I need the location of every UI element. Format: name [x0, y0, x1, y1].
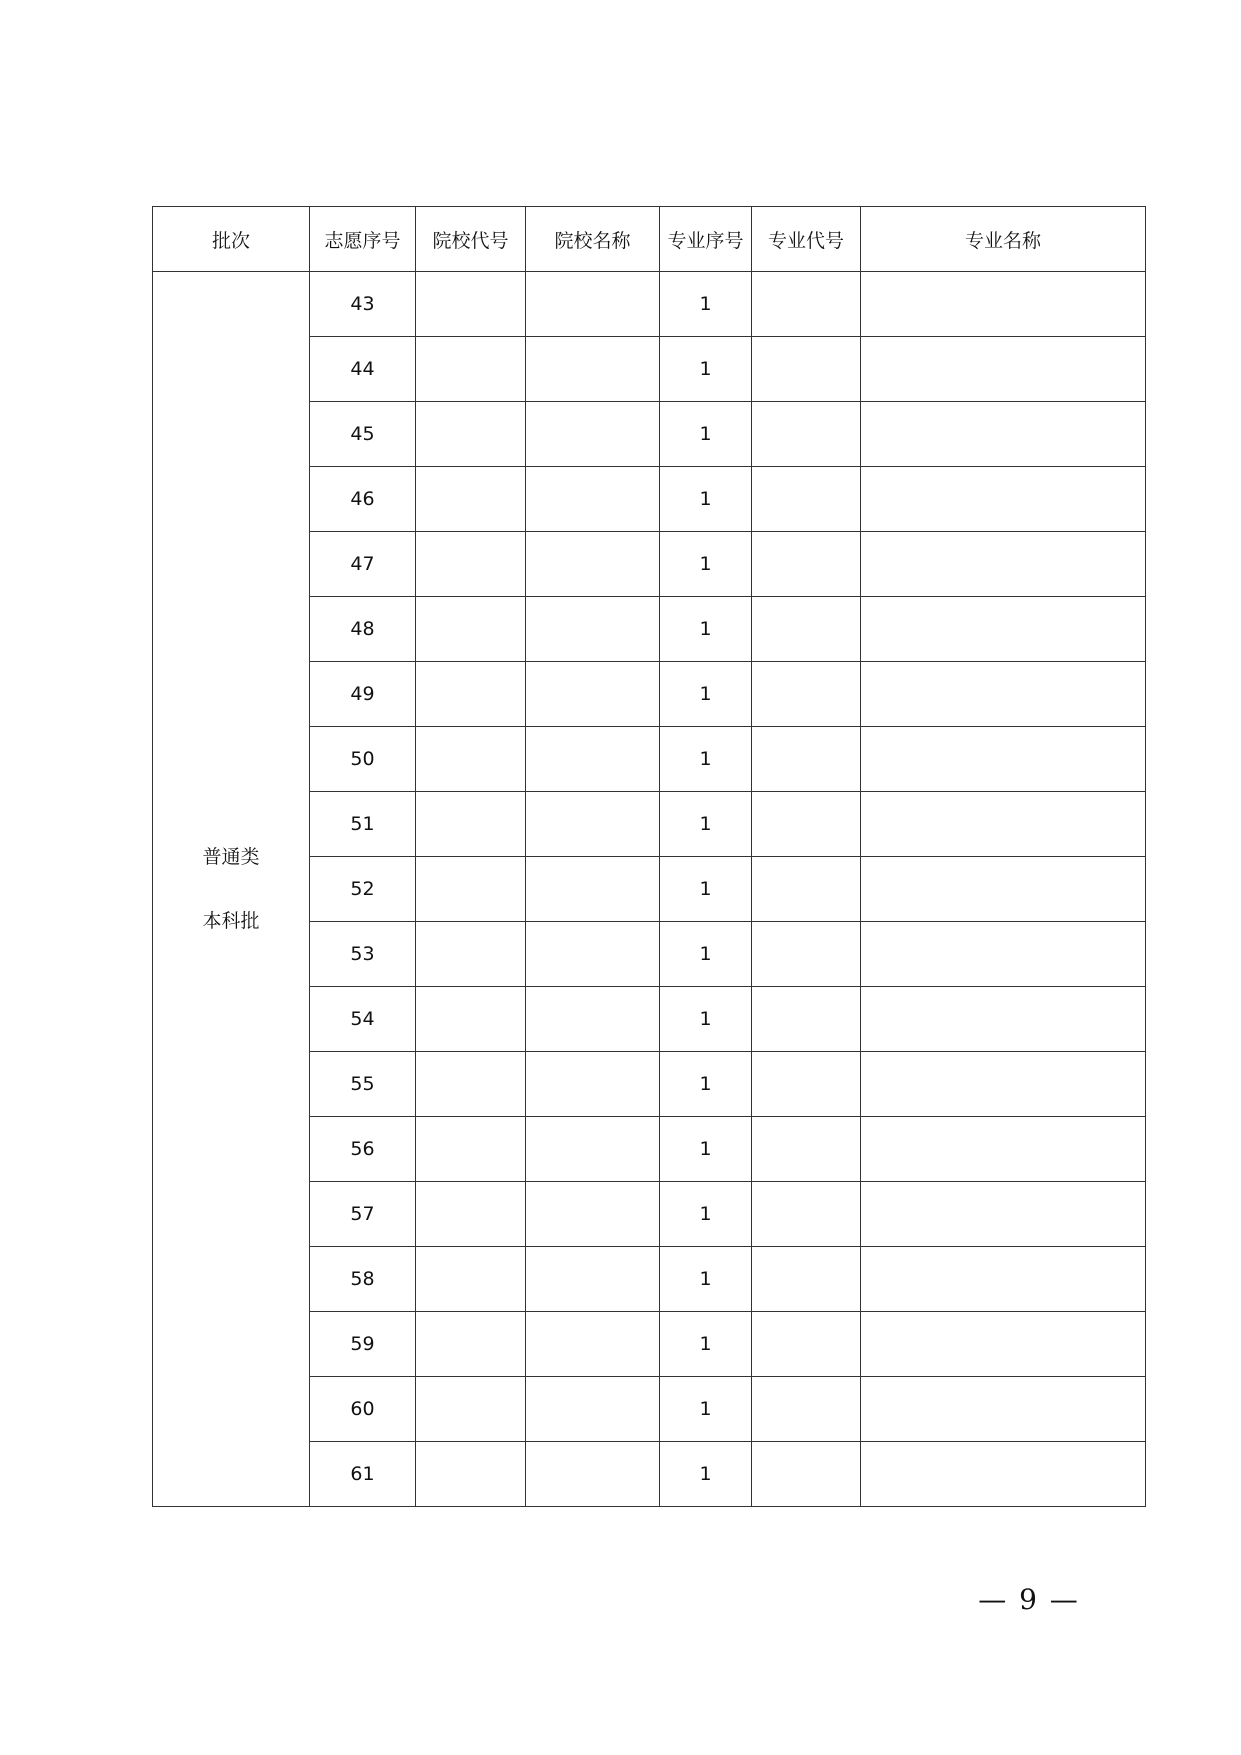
major-code-cell[interactable]	[752, 1247, 861, 1312]
school-name-cell[interactable]	[526, 1052, 660, 1117]
major-code-cell[interactable]	[752, 857, 861, 922]
school-code-cell[interactable]	[416, 857, 526, 922]
major-seq-cell: 1	[660, 1442, 752, 1507]
major-seq-cell: 1	[660, 922, 752, 987]
major-name-cell[interactable]	[861, 1442, 1146, 1507]
major-seq-cell: 1	[660, 1117, 752, 1182]
school-code-cell[interactable]	[416, 792, 526, 857]
choice-seq-cell: 61	[310, 1442, 416, 1507]
choice-seq-cell: 46	[310, 467, 416, 532]
table-row	[153, 272, 1146, 337]
major-seq-cell: 1	[660, 1247, 752, 1312]
choice-seq-cell: 60	[310, 1377, 416, 1442]
choice-seq-cell: 54	[310, 987, 416, 1052]
school-code-cell[interactable]	[416, 987, 526, 1052]
major-code-cell[interactable]	[752, 337, 861, 402]
choice-seq-cell: 48	[310, 597, 416, 662]
school-code-cell[interactable]	[416, 1052, 526, 1117]
major-seq-cell: 1	[660, 467, 752, 532]
major-code-cell[interactable]	[752, 987, 861, 1052]
school-code-cell[interactable]	[416, 402, 526, 467]
choice-seq-cell: 52	[310, 857, 416, 922]
major-name-cell[interactable]	[861, 467, 1146, 532]
major-code-cell[interactable]	[752, 467, 861, 532]
school-name-cell[interactable]	[526, 1377, 660, 1442]
header-major-code: 专业代号	[752, 207, 861, 272]
application-form-table	[152, 206, 1146, 1507]
school-name-cell[interactable]	[526, 727, 660, 792]
school-name-cell[interactable]	[526, 1312, 660, 1377]
school-name-cell[interactable]	[526, 597, 660, 662]
major-code-cell[interactable]	[752, 1052, 861, 1117]
major-seq-cell: 1	[660, 792, 752, 857]
major-name-cell[interactable]	[861, 402, 1146, 467]
school-name-cell[interactable]	[526, 987, 660, 1052]
major-code-cell[interactable]	[752, 792, 861, 857]
school-code-cell[interactable]	[416, 467, 526, 532]
major-seq-cell: 1	[660, 1377, 752, 1442]
school-code-cell[interactable]	[416, 1442, 526, 1507]
school-name-cell[interactable]	[526, 1182, 660, 1247]
header-school-code: 院校代号	[416, 207, 526, 272]
school-name-cell[interactable]	[526, 662, 660, 727]
major-seq-cell: 1	[660, 727, 752, 792]
school-code-cell[interactable]	[416, 662, 526, 727]
major-name-cell[interactable]	[861, 1182, 1146, 1247]
major-name-cell[interactable]	[861, 922, 1146, 987]
major-code-cell[interactable]	[752, 1182, 861, 1247]
major-name-cell[interactable]	[861, 1052, 1146, 1117]
school-name-cell[interactable]	[526, 532, 660, 597]
major-seq-cell: 1	[660, 987, 752, 1052]
school-code-cell[interactable]	[416, 1182, 526, 1247]
major-name-cell[interactable]	[861, 337, 1146, 402]
choice-seq-cell: 57	[310, 1182, 416, 1247]
major-seq-cell: 1	[660, 1052, 752, 1117]
major-name-cell[interactable]	[861, 1247, 1146, 1312]
major-code-cell[interactable]	[752, 1442, 861, 1507]
major-seq-cell: 1	[660, 857, 752, 922]
major-code-cell[interactable]	[752, 1117, 861, 1182]
batch-line-1: 普通类	[202, 846, 260, 868]
major-name-cell[interactable]	[861, 597, 1146, 662]
page-number: — 9 —	[978, 1583, 1080, 1616]
major-seq-cell: 1	[660, 1312, 752, 1377]
school-name-cell[interactable]	[526, 467, 660, 532]
major-code-cell[interactable]	[752, 1312, 861, 1377]
school-code-cell[interactable]	[416, 1312, 526, 1377]
school-name-cell[interactable]	[526, 1442, 660, 1507]
choice-seq-cell: 45	[310, 402, 416, 467]
choice-seq-cell: 58	[310, 1247, 416, 1312]
header-batch: 批次	[153, 207, 310, 272]
major-seq-cell: 1	[660, 272, 752, 337]
major-name-cell[interactable]	[861, 662, 1146, 727]
school-code-cell[interactable]	[416, 727, 526, 792]
major-code-cell[interactable]	[752, 532, 861, 597]
header-major-seq: 专业序号	[660, 207, 752, 272]
major-code-cell[interactable]	[752, 597, 861, 662]
school-name-cell[interactable]	[526, 402, 660, 467]
major-seq-cell: 1	[660, 337, 752, 402]
header-row	[153, 207, 1146, 272]
choice-seq-cell: 49	[310, 662, 416, 727]
major-name-cell[interactable]	[861, 857, 1146, 922]
choice-seq-cell: 56	[310, 1117, 416, 1182]
major-name-cell[interactable]	[861, 532, 1146, 597]
choice-seq-cell: 53	[310, 922, 416, 987]
choice-seq-cell: 55	[310, 1052, 416, 1117]
major-name-cell[interactable]	[861, 1312, 1146, 1377]
school-code-cell[interactable]	[416, 922, 526, 987]
school-name-cell[interactable]	[526, 272, 660, 337]
choice-seq-cell: 43	[310, 272, 416, 337]
major-code-cell[interactable]	[752, 1377, 861, 1442]
school-name-cell[interactable]	[526, 792, 660, 857]
school-name-cell[interactable]	[526, 857, 660, 922]
school-code-cell[interactable]	[416, 1377, 526, 1442]
school-code-cell[interactable]	[416, 532, 526, 597]
major-name-cell[interactable]	[861, 792, 1146, 857]
school-name-cell[interactable]	[526, 1117, 660, 1182]
major-seq-cell: 1	[660, 662, 752, 727]
choice-seq-cell: 51	[310, 792, 416, 857]
major-seq-cell: 1	[660, 402, 752, 467]
major-code-cell[interactable]	[752, 727, 861, 792]
major-code-cell[interactable]	[752, 402, 861, 467]
batch-line-2: 本科批	[202, 910, 260, 932]
major-seq-cell: 1	[660, 532, 752, 597]
choice-seq-cell: 44	[310, 337, 416, 402]
major-name-cell[interactable]	[861, 727, 1146, 792]
school-name-cell[interactable]	[526, 922, 660, 987]
major-name-cell[interactable]	[861, 1377, 1146, 1442]
table-body	[153, 272, 1146, 1507]
school-code-cell[interactable]	[416, 597, 526, 662]
school-name-cell[interactable]	[526, 1247, 660, 1312]
major-name-cell[interactable]	[861, 987, 1146, 1052]
choice-seq-cell: 59	[310, 1312, 416, 1377]
school-code-cell[interactable]	[416, 1247, 526, 1312]
major-code-cell[interactable]	[752, 662, 861, 727]
major-code-cell[interactable]	[752, 922, 861, 987]
header-choice-seq: 志愿序号	[310, 207, 416, 272]
major-code-cell[interactable]	[752, 272, 861, 337]
major-seq-cell: 1	[660, 597, 752, 662]
choice-seq-cell: 50	[310, 727, 416, 792]
school-code-cell[interactable]	[416, 1117, 526, 1182]
school-code-cell[interactable]	[416, 272, 526, 337]
header-major-name: 专业名称	[861, 207, 1146, 272]
choice-seq-cell: 47	[310, 532, 416, 597]
batch-cell	[153, 272, 310, 1507]
school-name-cell[interactable]	[526, 337, 660, 402]
school-code-cell[interactable]	[416, 337, 526, 402]
major-name-cell[interactable]	[861, 1117, 1146, 1182]
header-school-name: 院校名称	[526, 207, 660, 272]
major-seq-cell: 1	[660, 1182, 752, 1247]
major-name-cell[interactable]	[861, 272, 1146, 337]
